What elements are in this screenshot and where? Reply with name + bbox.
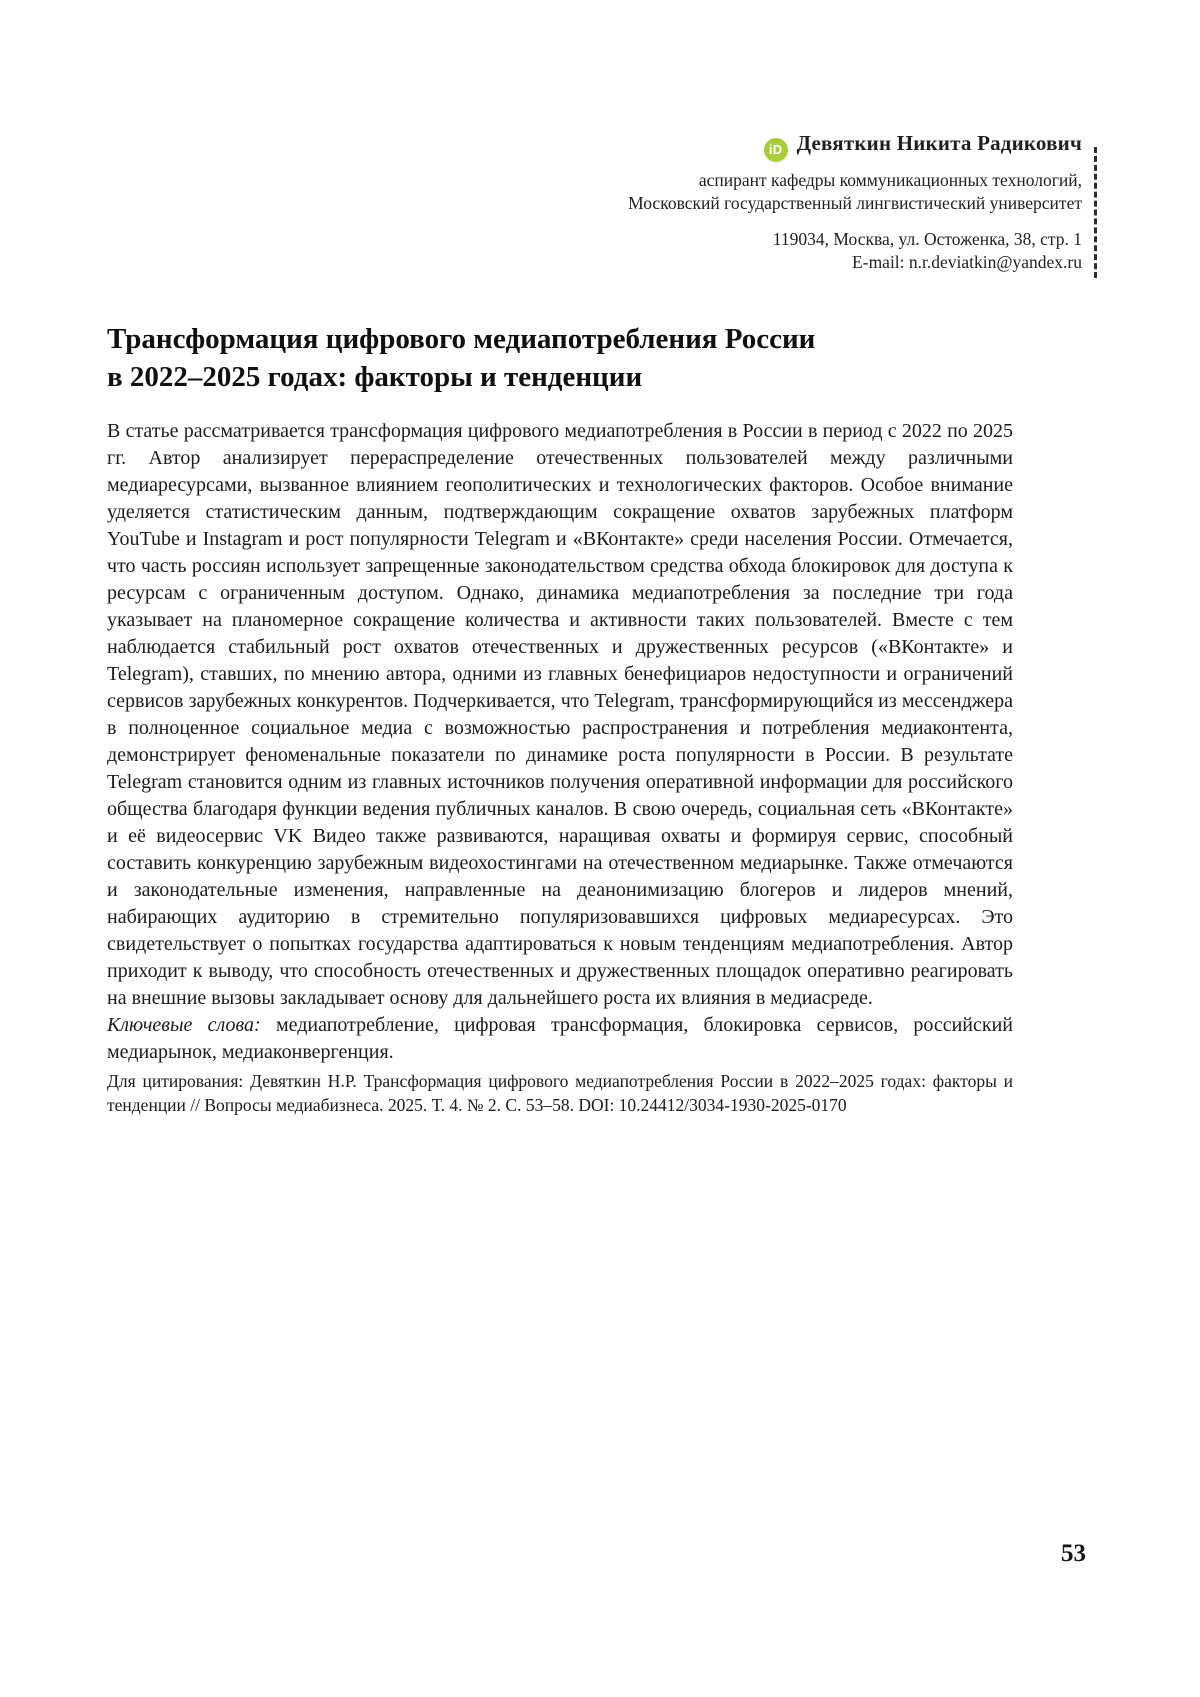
author-contact-block (628, 228, 1082, 274)
citation-paragraph (107, 1069, 1013, 1117)
keywords-paragraph (107, 1012, 1013, 1066)
keywords-text: медиапотребление, цифровая трансформация, блокировка сервисов, российский медиарынок, медиаконвергенция. (107, 1014, 1014, 1063)
article-title-line-1: Трансформация цифрового медиапотребления России (107, 323, 816, 356)
keywords-label: Ключевые слова: (107, 1014, 261, 1036)
abstract-paragraph: В статье рассматривается трансформация цифрового медиапотребления в России в период с 2022 по 2025 гг. Автор анализирует перераспределение отечественных пользователей между различными медиаресурсами, вызванное влиянием геополитических и технологических факторов. Особое внимание уделяется статистическим данным, подтверждающим сокращение охватов зарубежных платформ YouTube и Instagram и рост популярности Telegram и «ВКонтакте» среди населения России. Отмечается, что часть россиян использует запрещенные законодательством средства обхода блокировок для доступа к ресурсам с ограниченным доступом. Однако, динамика медиапотребления за последние три года указывает на планомерное сокращение количества и активности таких пользователей. Вместе с тем наблюдается стабильный рост охватов отечественных и дружественных ресурсов («ВКонтакте» и Telegram), ставших, по мнению автора, одними из главных бенефициаров недоступности и ограничений сервисов зарубежных конкурентов. Подчеркивается, что Telegram, трансформирующийся из мессенджера в полноценное социальное медиа с возможностью распространения и потребления медиаконтента, демонстрирует феноменальные показатели по динамике роста популярности в России. В результате Telegram становится одним из главных источников получения оперативной информации для российского общества благодаря функции ведения публичных каналов. В свою очередь, социальная сеть «ВКонтакте» и её видеосервис VK Видео также развиваются, наращивая охваты и формируя сервис, способный составить конкуренцию зарубежным видеохостингами на отечественном медиарынке. Также отмечаются и законодательные изменения, направленные на деанонимизацию блогеров и лидеров мнений, набирающих аудиторию в стремительно популяризовавшихся цифровых медиаресурсах. Это свидетельствует о попытках государства адаптироваться к новым тенденциям медиапотребления. Автор приходит к выводу, что способность отечественных и дружественных площадок оперативно реагировать на внешние вызовы закладывает основу для дальнейшего роста их влияния в медиасреде. (107, 420, 1013, 1009)
author-name: Девяткин Никита Радикович (796, 131, 1082, 155)
article-title-line-2: в 2022–2025 годах: факторы и тенденции (107, 361, 643, 394)
author-block (628, 131, 1082, 274)
author-address: 119034, Москва, ул. Остоженка, 38, стр. 1 (772, 229, 1082, 249)
author-affiliation-line-2: Московский государственный лингвистический университет (628, 193, 1082, 213)
author-affiliation-line-1: аспирант кафедры коммуникационных технологий, (698, 170, 1082, 190)
citation-label: Для цитирования: (107, 1070, 244, 1091)
article-title (107, 320, 1067, 396)
author-name-row (628, 131, 1082, 162)
dashed-divider-line (1094, 147, 1097, 278)
author-email: E-mail: n.r.deviatkin@yandex.ru (852, 252, 1082, 272)
orcid-icon[interactable]: iD (764, 138, 788, 162)
page-number: 53 (1061, 1540, 1086, 1567)
citation-text: Девяткин Н.Р. Трансформация цифрового медиапотребления России в 2022–2025 годах: факторы и тенденции // Вопросы медиабизнеса. 2025. Т. 4. № 2. С. 53–58. DOI: 10.24412/3034-1930-2025-0170 (107, 1070, 1014, 1115)
